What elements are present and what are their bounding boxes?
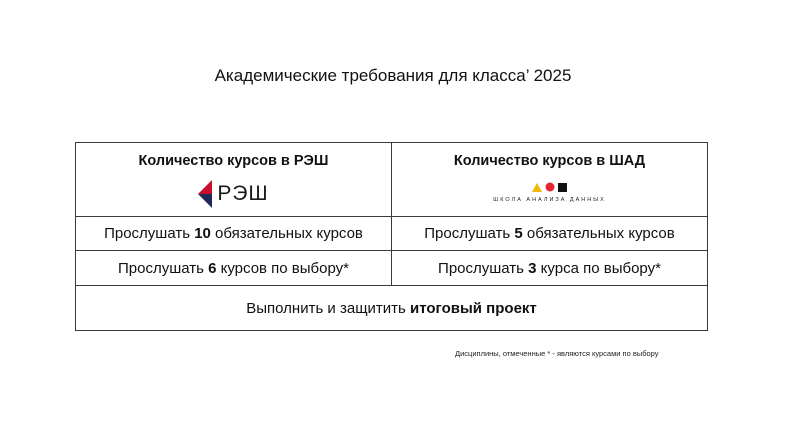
cell-resh-elective: Прослушать 6 курсов по выбору* [76, 251, 392, 286]
cell-shad-mandatory: Прослушать 5 обязательных курсов [392, 217, 708, 251]
header-shad-title: Количество курсов в ШАД [453, 153, 646, 169]
table-header-row [76, 143, 708, 217]
footnote: Дисциплины, отмеченные * - являются курсами по выбору [455, 349, 659, 358]
resh-logo-text: РЭШ [217, 182, 269, 205]
header-cell-resh [76, 143, 392, 217]
shad-logo-text: ШКОЛА АНАЛИЗА ДАННЫХ [493, 197, 606, 203]
requirements-table [75, 142, 708, 331]
cell-shad-elective: Прослушать 3 курса по выбору* [392, 251, 708, 286]
resh-logo [198, 180, 268, 208]
page-title: Академические требования для класса’ 2025 [214, 66, 572, 85]
resh-logo-icon [198, 180, 214, 208]
cell-final-project: Выполнить и защитить итоговый проект [76, 286, 708, 331]
table-row [76, 251, 708, 286]
shad-logo-icon [493, 182, 606, 192]
shad-logo [493, 182, 606, 203]
cell-resh-mandatory: Прослушать 10 обязательных курсов [76, 217, 392, 251]
table-row [76, 286, 708, 331]
table-row [76, 217, 708, 251]
header-cell-shad [392, 143, 708, 217]
header-resh-title: Количество курсов в РЭШ [138, 153, 329, 169]
